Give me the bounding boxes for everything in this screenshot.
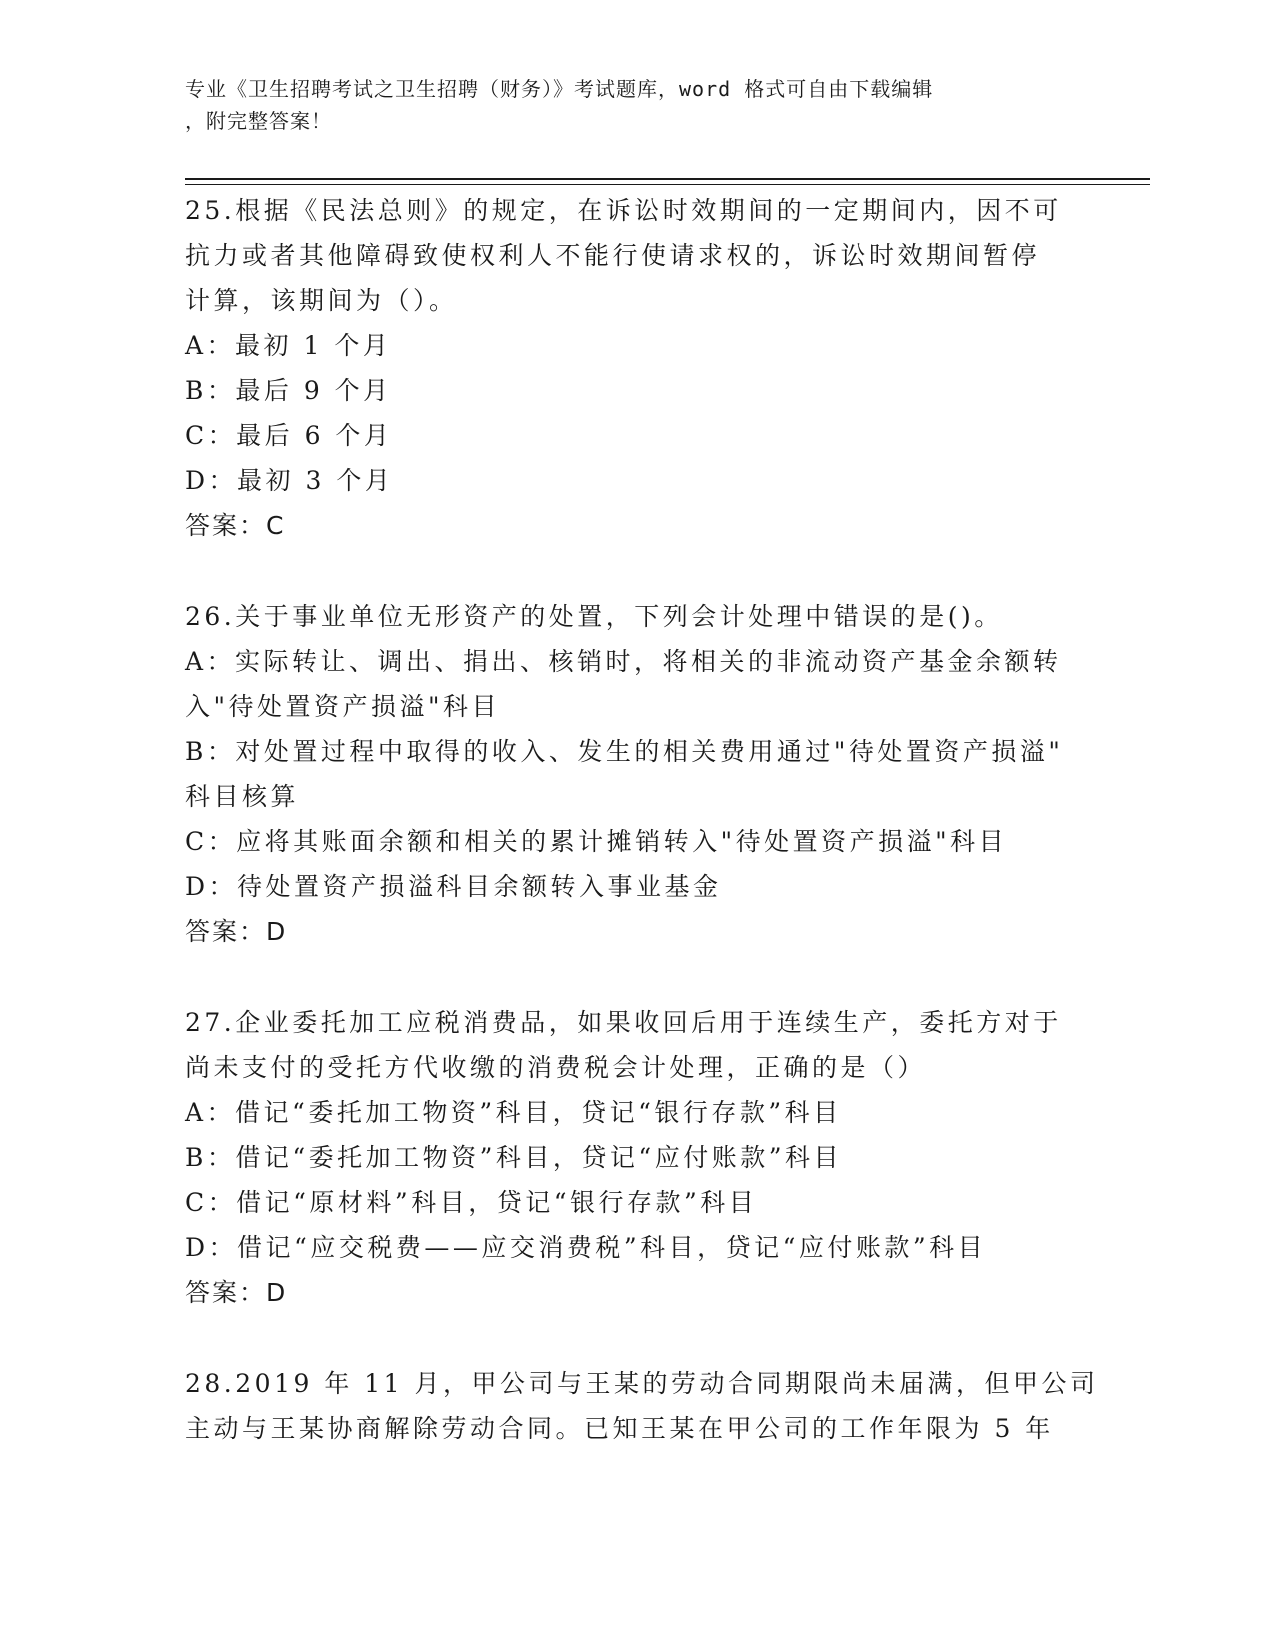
- question-stem: 25.根据《民法总则》的规定，在诉讼时效期间的一定期间内，因不可: [185, 196, 1062, 225]
- question-28: [185, 1361, 1099, 1451]
- header-line-2: ，附完整答案！: [185, 109, 332, 133]
- option-a: A：最初 1 个月: [185, 331, 392, 360]
- question-stem: 26.关于事业单位无形资产的处置，下列会计处理中错误的是()。: [185, 602, 1003, 631]
- option-a: A：实际转让、调出、捐出、核销时，将相关的非流动资产基金余额转: [185, 647, 1062, 676]
- question-stem: 计算，该期间为（）。: [185, 286, 458, 315]
- answer: 答案：D: [185, 917, 288, 946]
- option-b: B：借记“委托加工物资”科目，贷记“应付账款”科目: [185, 1143, 842, 1172]
- header-divider-thick: [185, 178, 1150, 180]
- question-list: [185, 188, 1099, 1451]
- question-stem: 尚未支付的受托方代收缴的消费税会计处理，正确的是（）: [185, 1053, 927, 1082]
- answer: 答案：C: [185, 511, 286, 540]
- option-c: C：最后 6 个月: [185, 421, 393, 450]
- option-c: C：借记“原材料”科目，贷记“银行存款”科目: [185, 1188, 758, 1217]
- option-c: C：应将其账面余额和相关的累计摊销转入"待处置资产损溢"科目: [185, 827, 1008, 856]
- question-stem: 27.企业委托加工应税消费品，如果收回后用于连续生产，委托方对于: [185, 1008, 1062, 1037]
- header-divider-thin: [185, 184, 1150, 185]
- question-stem: 28.2019 年 11 月，甲公司与王某的劳动合同期限尚未届满，但甲公司: [185, 1369, 1099, 1398]
- option-b-continued: 科目核算: [185, 782, 300, 811]
- option-b: B：最后 9 个月: [185, 376, 392, 405]
- header-line-1: 专业《卫生招聘考试之卫生招聘（财务）》考试题库，word 格式可自由下载编辑: [185, 77, 934, 101]
- option-b: B：对处置过程中取得的收入、发生的相关费用通过"待处置资产损溢": [185, 737, 1064, 766]
- option-a: A：借记“委托加工物资”科目，贷记“银行存款”科目: [185, 1098, 842, 1127]
- question-27: [185, 1000, 1085, 1315]
- option-d: D：借记“应交税费——应交消费税”科目，贷记“应付账款”科目: [185, 1233, 987, 1262]
- question-26: [185, 594, 1085, 954]
- question-25: [185, 188, 1085, 548]
- document-header: [185, 73, 1065, 137]
- option-d: D：最初 3 个月: [185, 466, 394, 495]
- question-stem: 抗力或者其他障碍致使权利人不能行使请求权的，诉讼时效期间暂停: [185, 241, 1041, 270]
- question-stem: 主动与王某协商解除劳动合同。已知王某在甲公司的工作年限为 5 年: [185, 1414, 1054, 1443]
- option-a-continued: 入"待处置资产损溢"科目: [185, 692, 500, 721]
- answer: 答案：D: [185, 1278, 288, 1307]
- option-d: D：待处置资产损溢科目余额转入事业基金: [185, 872, 722, 901]
